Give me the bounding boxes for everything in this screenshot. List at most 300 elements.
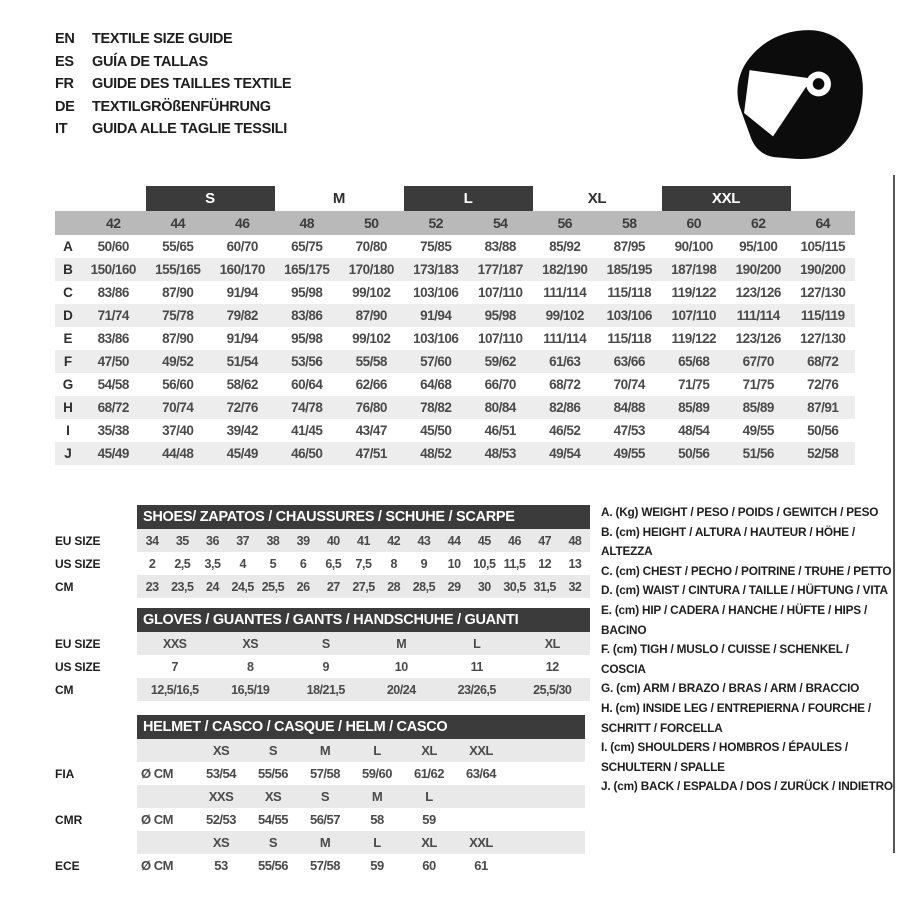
measurement-value: 150/160 [90, 262, 136, 277]
measurement-value: 55/65 [162, 239, 194, 254]
helmet-size: S [268, 743, 278, 758]
measurement-value: 91/94 [226, 285, 258, 300]
measurement-value: 49/55 [613, 446, 645, 461]
measurement-value: 51/54 [226, 354, 258, 369]
row-label: US SIZE [55, 556, 101, 571]
size-row-eu-size [55, 632, 590, 655]
size-value: 28 [387, 579, 401, 594]
size-strip [137, 739, 585, 762]
measurement-value: 48/53 [484, 446, 516, 461]
language-title: TEXTILGRÖßENFÜHRUNG [92, 98, 271, 115]
size-value: 28,5 [412, 579, 436, 594]
row-label: E [63, 331, 73, 346]
measurement-value: 80/84 [484, 400, 516, 415]
helmet-size: M [319, 835, 331, 850]
size-value: 6 [299, 556, 307, 571]
filler [507, 785, 585, 808]
row-label: EU SIZE [55, 636, 101, 651]
size-value: 36 [206, 533, 219, 548]
measurement-value: 127/130 [800, 285, 846, 300]
size-value: 31,5 [533, 579, 556, 594]
measurement-value: 35/38 [97, 423, 129, 438]
measurement-row-c [55, 281, 855, 304]
measurement-value: 46/52 [549, 423, 581, 438]
measurement-value: 91/94 [420, 308, 452, 323]
unit-spacer [137, 739, 195, 762]
measurement-value: 47/51 [355, 446, 387, 461]
measurement-value: 115/119 [800, 308, 845, 323]
measurement-value: 91/94 [226, 331, 258, 346]
language-code: EN [55, 31, 75, 48]
measurement-value: 64/68 [420, 377, 452, 392]
measurement-value: 119/122 [671, 331, 717, 346]
filler [507, 808, 585, 831]
unit-label: Ø CM [141, 812, 173, 827]
size-value: 27 [326, 579, 340, 594]
measurement-value: 177/187 [477, 262, 523, 277]
helmet-value: 63/64 [465, 766, 497, 781]
size-value: 11,5 [503, 556, 526, 571]
measurement-value: 79/82 [226, 308, 258, 323]
measurement-value: 90/100 [674, 239, 713, 254]
measurement-value: 50/56 [678, 446, 710, 461]
measurement-value: 85/89 [678, 400, 710, 415]
measurement-value: 190/200 [800, 262, 846, 277]
helmet-value: 61 [474, 858, 488, 873]
measurement-value: 70/74 [162, 400, 194, 415]
measurement-value: 55/58 [355, 354, 387, 369]
size-value: 30 [477, 579, 491, 594]
size-value: 9 [322, 659, 329, 674]
measurement-value: 123/126 [735, 331, 781, 346]
size-group-s: S [146, 186, 275, 211]
size-value: 40 [326, 533, 340, 548]
row-label: ECE [55, 858, 80, 873]
size-value: 24 [206, 579, 219, 594]
measurement-value: 99/102 [545, 308, 584, 323]
size-value: 10 [394, 659, 408, 674]
helmet-value: 57/58 [309, 858, 341, 873]
row-label: US SIZE [55, 659, 101, 674]
measurement-value: 103/106 [413, 285, 459, 300]
size-value: 39 [296, 533, 310, 548]
measurement-value: 87/90 [162, 331, 194, 346]
size-column-header: 60 [686, 215, 702, 231]
measurement-value: 46/51 [484, 423, 516, 438]
size-row-us-size [55, 552, 590, 575]
measurement-value: 173/183 [413, 262, 459, 277]
size-value: L [473, 636, 481, 651]
value-strip [137, 655, 590, 678]
size-column-header: 64 [815, 215, 831, 231]
measurement-value: 61/63 [549, 354, 581, 369]
size-value: 37 [236, 533, 250, 548]
helmet-value: 55/56 [257, 858, 289, 873]
measurement-value: 52/58 [807, 446, 839, 461]
size-value: 44 [447, 533, 461, 548]
measurement-value: 190/200 [735, 262, 781, 277]
measurement-row-j [55, 442, 855, 465]
measurement-value: 127/130 [800, 331, 846, 346]
size-value: 3,5 [204, 556, 221, 571]
helmet-value: 52/53 [205, 812, 237, 827]
measurement-value: 70/74 [613, 377, 645, 392]
gloves-rows [55, 632, 590, 701]
size-column-header: 62 [750, 215, 766, 231]
row-label: CM [55, 579, 74, 594]
measurement-value: 67/70 [742, 354, 774, 369]
size-column-header: 42 [105, 215, 121, 231]
main-size-band [55, 211, 855, 235]
size-value: 32 [568, 579, 582, 594]
language-row [55, 51, 291, 74]
measurement-value: 68/72 [97, 400, 129, 415]
helmet-value: 55/56 [257, 766, 289, 781]
size-value: 25,5 [261, 579, 285, 594]
measurement-value: 45/50 [420, 423, 452, 438]
helmet-size: XL [421, 835, 437, 850]
measurement-value: 70/80 [355, 239, 387, 254]
shoes-table [55, 505, 590, 598]
size-value: 34 [145, 533, 159, 548]
filler [507, 854, 585, 877]
measurement-value: 123/126 [735, 285, 781, 300]
size-value: 6,5 [325, 556, 342, 571]
measurement-row-i [55, 419, 855, 442]
measurement-value: 76/80 [355, 400, 387, 415]
gloves-table-title: GLOVES / GUANTES / GANTS / HANDSCHUHE / GUANTI [137, 608, 590, 632]
measurement-value: 47/53 [613, 423, 645, 438]
language-title: GUIDA ALLE TAGLIE TESSILI [92, 121, 287, 138]
size-value: 2,5 [174, 556, 191, 571]
measurement-value: 48/52 [420, 446, 452, 461]
size-value: 23 [145, 579, 159, 594]
language-list [55, 28, 291, 141]
unit-spacer [137, 785, 195, 808]
size-group-xxl: XXL [662, 186, 791, 211]
helmet-value: 61/62 [413, 766, 445, 781]
size-value: XXS [162, 636, 187, 651]
measurement-value: 48/54 [678, 423, 710, 438]
measurement-value: 95/98 [291, 331, 323, 346]
value-strip [137, 552, 590, 575]
measurement-value: 111/114 [736, 308, 780, 323]
size-value: 11 [470, 659, 483, 674]
size-value: 38 [266, 533, 280, 548]
helmet-size: S [268, 835, 278, 850]
helmet-value: 57/58 [309, 766, 341, 781]
helmet-value-row-cmr [55, 808, 585, 831]
size-value: 12,5/16,5 [150, 682, 199, 697]
measurement-value: 107/110 [671, 308, 717, 323]
size-value: 9 [420, 556, 428, 571]
measurement-value: 165/175 [284, 262, 330, 277]
measurement-value: 72/76 [226, 400, 258, 415]
legend-item: J. (cm) BACK / ESPALDA / DOS / ZURÜCK / INDIETRO [601, 779, 893, 794]
size-row-cm [55, 575, 590, 598]
helmet-size: XXS [208, 789, 234, 804]
legend-list [601, 503, 893, 797]
size-value: S [321, 636, 330, 651]
row-label: I [66, 423, 70, 438]
row-label: FIA [55, 766, 75, 781]
measurement-value: 60/64 [291, 377, 323, 392]
measurement-value: 105/115 [800, 239, 846, 254]
helmet-size: M [319, 743, 331, 758]
filler [507, 762, 585, 785]
helmet-size: XS [212, 743, 230, 758]
value-strip [137, 678, 590, 701]
racing-helmet-icon [733, 24, 871, 166]
measurement-value: 68/72 [807, 354, 839, 369]
measurement-value: 182/190 [542, 262, 588, 277]
measurement-value: 54/58 [97, 377, 129, 392]
helmet-size-row-fia [55, 739, 585, 762]
measurement-value: 59/62 [484, 354, 516, 369]
measurement-value: 60/70 [226, 239, 258, 254]
measurement-value: 65/68 [678, 354, 710, 369]
legend-item: E. (cm) HIP / CADERA / HANCHE / HÜFTE / HIPS / BACINO [601, 602, 868, 637]
size-column-header: 44 [170, 215, 186, 231]
measurement-value: 85/92 [549, 239, 581, 254]
measurement-value: 87/90 [162, 285, 194, 300]
measurement-row-g [55, 373, 855, 396]
measurement-value: 107/110 [477, 331, 523, 346]
measurement-value: 39/42 [226, 423, 258, 438]
helmet-rows [55, 739, 585, 877]
helmet-value: 59/60 [361, 766, 393, 781]
legend-item: D. (cm) WAIST / CINTURA / TAILLE / HÜFTUNG / VITA [601, 583, 888, 598]
size-value: 23,5 [171, 579, 194, 594]
measurement-value: 115/118 [607, 285, 652, 300]
unit-spacer [137, 831, 195, 854]
main-size-group-row [55, 186, 855, 211]
size-value: 29 [447, 579, 461, 594]
measurement-value: 51/56 [742, 446, 774, 461]
helmet-value-row-fia [55, 762, 585, 785]
value-strip [137, 632, 590, 655]
size-value: 30,5 [503, 579, 526, 594]
size-column-header: 58 [621, 215, 637, 231]
helmet-size: XS [212, 835, 230, 850]
measurement-value: 95/100 [739, 239, 778, 254]
helmet-value: 58 [370, 812, 384, 827]
measurement-value: 41/45 [291, 423, 323, 438]
corner-cell [55, 211, 81, 235]
measurement-value: 47/50 [97, 354, 129, 369]
measurement-row-h [55, 396, 855, 419]
helmet-size: XS [264, 789, 282, 804]
helmet-value: 60 [422, 858, 436, 873]
row-label [55, 785, 137, 808]
language-row [55, 73, 291, 96]
size-value: 12 [538, 556, 552, 571]
helmet-value: 56/57 [309, 812, 341, 827]
measurement-value: 170/180 [348, 262, 394, 277]
measurement-value: 56/60 [162, 377, 194, 392]
measurement-value: 85/89 [742, 400, 774, 415]
measurement-value: 99/102 [352, 331, 391, 346]
language-code: IT [55, 121, 68, 138]
size-value: 26 [296, 579, 310, 594]
measurement-value: 37/40 [162, 423, 194, 438]
unit-label: Ø CM [141, 766, 173, 781]
measurement-value: 57/60 [420, 354, 452, 369]
helmet-size: L [425, 789, 433, 804]
size-group-xl: XL [587, 190, 607, 207]
size-value: 45 [477, 533, 491, 548]
legend-item: C. (cm) CHEST / PECHO / POITRINE / TRUHE / PETTO [601, 563, 892, 578]
helmet-size: XXL [469, 835, 493, 850]
row-label: C [63, 285, 73, 300]
measurement-value: 43/47 [355, 423, 387, 438]
size-column-header: 46 [234, 215, 250, 231]
value-strip [137, 575, 590, 598]
size-value: 7 [171, 659, 178, 674]
measurement-value: 95/98 [484, 308, 516, 323]
measurement-value: 78/82 [420, 400, 452, 415]
measurement-value: 50/60 [97, 239, 129, 254]
helmet-value-row-ece [55, 854, 585, 877]
legend-item: G. (cm) ARM / BRAZO / BRAS / ARM / BRACCIO [601, 681, 860, 696]
measurement-value: 160/170 [219, 262, 265, 277]
size-value: 8 [390, 556, 397, 571]
measurement-value: 103/106 [606, 308, 652, 323]
row-label [55, 739, 137, 762]
value-strip [137, 854, 585, 877]
helmet-size: L [373, 743, 381, 758]
size-value: 12 [545, 659, 559, 674]
helmet-size: XXL [469, 743, 493, 758]
measurement-value: 84/88 [613, 400, 645, 415]
measurement-row-e [55, 327, 855, 350]
size-value: 20/24 [386, 682, 416, 697]
shoes-table-title: SHOES/ ZAPATOS / CHAUSSURES / SCHUHE / SCARPE [137, 505, 590, 529]
measurement-value: 83/86 [97, 331, 129, 346]
size-row-eu-size [55, 529, 590, 552]
size-value: M [396, 636, 407, 651]
language-title: TEXTILE SIZE GUIDE [92, 31, 233, 48]
value-strip [137, 808, 585, 831]
helmet-size: M [371, 789, 383, 804]
measurement-value: 75/78 [162, 308, 194, 323]
row-label: F [63, 354, 73, 369]
measurement-value: 155/165 [155, 262, 201, 277]
gloves-table [55, 608, 590, 701]
measurement-value: 45/49 [97, 446, 129, 461]
size-value: 16,5/19 [231, 682, 270, 697]
value-strip [137, 529, 590, 552]
measurement-value: 115/118 [607, 331, 652, 346]
main-table-rows [55, 235, 855, 465]
legend-item: F. (cm) TIGH / MUSLO / CUISSE / SCHENKEL / COSCIA [601, 642, 849, 676]
size-value: 24,5 [231, 579, 254, 594]
size-value: XL [544, 636, 560, 651]
row-label: EU SIZE [55, 533, 101, 548]
legend-item: H. (cm) INSIDE LEG / ENTREPIERNA / FOURCHE / SCHRITT / FORCELLA [601, 700, 871, 735]
size-group-m: M [332, 190, 346, 207]
size-value: XS [242, 636, 259, 651]
helmet-value: 53/54 [205, 766, 237, 781]
measurement-value: 111/114 [543, 285, 587, 300]
row-label: G [62, 377, 74, 392]
filler [507, 831, 585, 854]
helmet-size: S [320, 789, 330, 804]
language-title: GUIDE DES TAILLES TEXTILE [92, 76, 292, 93]
legend-item: B. (cm) HEIGHT / ALTURA / HAUTEUR / HÖHE / ALTEZZA [601, 524, 855, 559]
measurement-value: 62/66 [355, 377, 387, 392]
language-row [55, 96, 291, 119]
helmet-value: 53 [214, 858, 228, 873]
helmet-value [455, 808, 507, 831]
measurement-value: 187/198 [671, 262, 717, 277]
measurement-row-a [55, 235, 855, 258]
row-label: H [63, 400, 73, 415]
measurement-value: 83/86 [97, 285, 129, 300]
measurement-value: 49/54 [549, 446, 581, 461]
legend-item: I. (cm) SHOULDERS / HOMBROS / ÉPAULES / SCHULTERN / SPALLE [601, 740, 848, 774]
measurement-value: 87/90 [355, 308, 387, 323]
size-column-header: 52 [428, 215, 444, 231]
size-column-header: 56 [557, 215, 573, 231]
size-value: 4 [239, 556, 246, 571]
language-code: FR [55, 76, 74, 93]
size-column-header: 50 [363, 215, 379, 231]
size-value: 2 [148, 556, 156, 571]
measurement-value: 185/195 [606, 262, 652, 277]
language-row [55, 118, 291, 141]
measurement-value: 71/75 [742, 377, 774, 392]
textile-size-table [55, 186, 855, 465]
language-code: ES [55, 53, 74, 70]
measurement-value: 58/62 [226, 377, 258, 392]
size-value: 25,5/30 [533, 682, 572, 697]
size-value: 23/26,5 [457, 682, 496, 697]
measurement-value: 71/75 [678, 377, 710, 392]
measurement-row-f [55, 350, 855, 373]
measurement-value: 99/102 [352, 285, 391, 300]
measurement-value: 83/86 [291, 308, 323, 323]
helmet-value: 59 [370, 858, 384, 873]
size-value: 10 [447, 556, 461, 571]
measurement-value: 49/55 [742, 423, 774, 438]
helmet-value: 54/55 [257, 812, 289, 827]
row-label: D [63, 308, 73, 323]
size-column-header: 48 [299, 215, 315, 231]
size-value: 35 [175, 533, 189, 548]
size-strip [137, 785, 585, 808]
language-title: GUÍA DE TALLAS [92, 53, 208, 70]
filler [507, 739, 585, 762]
size-value: 5 [269, 556, 277, 571]
measurement-row-d [55, 304, 855, 327]
measurement-value: 83/88 [484, 239, 516, 254]
size-value: 42 [387, 533, 401, 548]
size-row-cm [55, 678, 590, 701]
shoes-rows [55, 529, 590, 598]
measurement-value: 71/74 [97, 308, 129, 323]
size-value: 7,5 [355, 556, 372, 571]
measurement-value: 65/75 [291, 239, 323, 254]
unit-label: Ø CM [141, 858, 173, 873]
language-row [55, 28, 291, 51]
measurement-value: 82/86 [549, 400, 581, 415]
measurement-value: 74/78 [291, 400, 323, 415]
measurement-value: 72/76 [807, 377, 839, 392]
language-code: DE [55, 98, 75, 115]
page-edge-line [893, 175, 895, 853]
measurement-value: 119/122 [671, 285, 717, 300]
